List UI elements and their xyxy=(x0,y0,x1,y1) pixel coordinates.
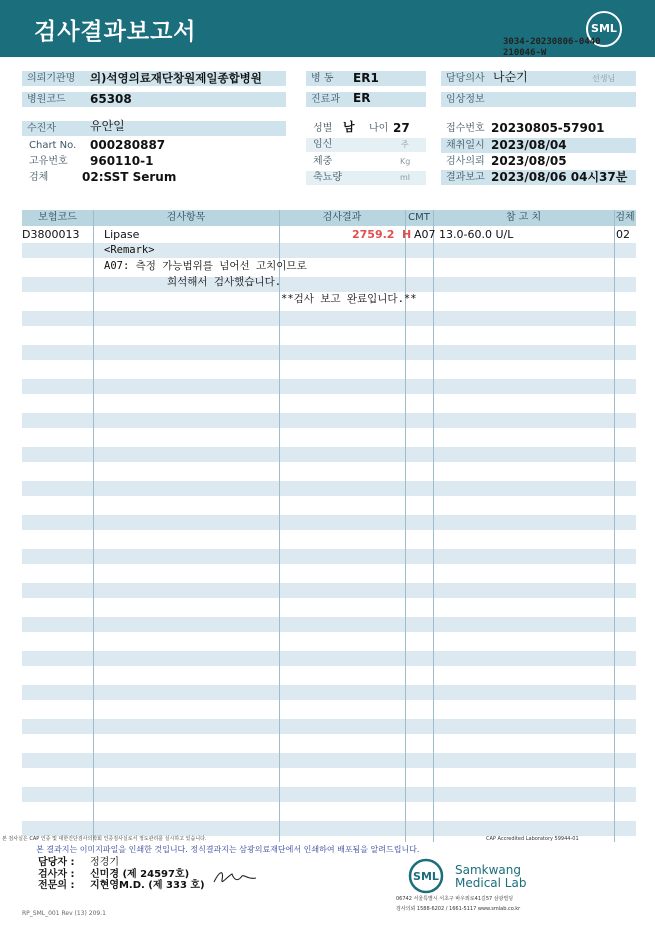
row-result-value: 2759.2 xyxy=(352,228,395,241)
report-complete-text: **검사 보고 완료입니다.** xyxy=(281,293,417,305)
col-header-result: 검사결과 xyxy=(322,212,362,223)
receipt-label: 접수번호 xyxy=(446,123,485,134)
sml-lab-logo-text: SML xyxy=(413,870,439,883)
doctor-value: 나순기 xyxy=(493,70,528,84)
cap-accreditation: CAP Accredited Laboratory 59944-01 xyxy=(486,836,579,842)
remark-title: <Remark> xyxy=(104,244,155,256)
lab-name-line2: Medical Lab xyxy=(455,876,527,890)
remark-line1: A07: 측정 가능범위를 넘어선 고치이므로 xyxy=(104,260,307,272)
weight-unit: Kg xyxy=(400,157,411,166)
specimen-label: 검체 xyxy=(29,172,49,183)
patient-label: 수진자 xyxy=(22,121,85,136)
sml-logo-icon: SML xyxy=(586,11,622,47)
row-cmt: A07 xyxy=(414,228,436,241)
col-header-reference: 참 고 치 xyxy=(505,212,542,223)
request-label: 검사의뢰 xyxy=(446,156,485,167)
document-number-line1: 3034-20230806-0440 xyxy=(503,37,601,47)
signature-icon xyxy=(212,866,260,888)
patient-name: 유안일 xyxy=(90,119,125,133)
table-row-stripe xyxy=(22,651,636,666)
lab-name xyxy=(455,864,526,890)
table-row-stripe xyxy=(22,685,636,700)
table-header xyxy=(22,210,636,226)
dept-label: 진료과 xyxy=(306,92,344,107)
row-test-item: Lipase xyxy=(104,228,140,241)
unique-id-label: 고유번호 xyxy=(29,156,68,167)
table-row-stripe xyxy=(22,549,636,564)
lab-contact: 검사의뢰 1588-6202 / 1661-5117 www.smlab.co.kr xyxy=(396,906,521,912)
specialist-value: 지현영M.D. (제 333 호) xyxy=(90,880,205,891)
table-row-stripe xyxy=(22,379,636,394)
weight-label: 체중 xyxy=(313,156,333,167)
age-label: 나이 xyxy=(369,123,389,134)
document-number-line2: 210046-W xyxy=(503,48,547,58)
column-divider xyxy=(614,210,615,842)
table-row-stripe xyxy=(22,345,636,360)
specimen-value: 02:SST Serum xyxy=(82,170,177,184)
ward-value: ER1 xyxy=(353,71,379,85)
table-row-stripe xyxy=(22,617,636,632)
urine-unit: ml xyxy=(400,173,411,182)
manager-label: 담당자 : xyxy=(38,857,75,868)
collect-value: 2023/08/04 xyxy=(491,138,567,152)
hospital-label: 의뢰기관명 xyxy=(22,71,85,86)
table-row-stripe xyxy=(22,481,636,496)
table-row-stripe xyxy=(22,753,636,768)
hospital-value: 의)석영의료재단창원제일종합병원 xyxy=(90,71,262,85)
report-value: 2023/08/06 04시37분 xyxy=(491,170,628,184)
col-header-code: 보험코드 xyxy=(38,212,77,223)
clinical-info-label: 임상정보 xyxy=(441,92,636,107)
doctor-suffix: 선생님 xyxy=(592,74,616,83)
pregnancy-unit: 주 xyxy=(401,140,409,149)
table-row-stripe xyxy=(22,719,636,734)
hospital-code-value: 65308 xyxy=(90,92,132,106)
doctor-label: 담당의사 xyxy=(441,71,489,86)
row-specimen: 02 xyxy=(616,228,630,241)
manager-value: 정경기 xyxy=(90,857,119,868)
table-row-stripe xyxy=(22,413,636,428)
revision-number: RP_SML_001 Rev (13) 209.1 xyxy=(22,910,106,917)
receipt-value: 20230805-57901 xyxy=(491,121,605,135)
table-row-stripe xyxy=(22,277,636,292)
chart-no-label: Chart No. xyxy=(29,140,77,151)
column-divider xyxy=(279,210,280,842)
col-header-cmt: CMT xyxy=(408,212,430,223)
urine-label: 축뇨량 xyxy=(313,172,342,183)
lab-name-line1: Samkwang xyxy=(455,863,521,877)
collect-label: 채취일시 xyxy=(446,140,485,151)
report-title: 검사결과보고서 xyxy=(34,19,197,45)
remark-line2: 희석해서 검사했습니다. xyxy=(167,276,282,288)
column-divider xyxy=(433,210,434,842)
age-value: 27 xyxy=(393,121,410,135)
col-header-item: 검사항목 xyxy=(166,212,206,223)
unique-id-value: 960110-1 xyxy=(90,154,154,168)
table-row-stripe xyxy=(22,821,636,836)
col-header-specimen: 검체 xyxy=(615,212,635,223)
tester-label: 검사자 : xyxy=(38,869,75,880)
column-divider xyxy=(93,210,94,842)
row-reference-range: 13.0-60.0 U/L xyxy=(439,228,514,241)
pregnancy-label: 임신 xyxy=(313,139,333,150)
table-row-stripe xyxy=(22,583,636,598)
document-number xyxy=(503,37,601,59)
sex-value: 남 xyxy=(343,120,355,134)
sml-lab-logo-icon xyxy=(408,858,444,894)
sex-label: 성별 xyxy=(313,123,333,134)
accreditation-note: 본 검사실은 CAP 인증 및 대한진단검사의학회 인증검사실로서 정도관리를 실시하고 있습니다. xyxy=(2,836,207,842)
table-row-stripe xyxy=(22,447,636,462)
table-row-stripe xyxy=(22,787,636,802)
report-label: 결과보고 xyxy=(446,172,485,183)
ward-label: 병 동 xyxy=(306,71,344,86)
chart-no-value: 000280887 xyxy=(90,138,166,152)
row-high-flag: H xyxy=(402,228,412,241)
row-insurance-code: D3800013 xyxy=(22,228,80,241)
table-row-stripe xyxy=(22,311,636,326)
tester-value: 신미경 (제 24597호) xyxy=(90,869,190,880)
lab-address: 06742 서울특별시 서초구 바우뫼로41길57 삼광빌딩 xyxy=(396,896,514,902)
results-table xyxy=(22,210,636,842)
hospital-code-label: 병원코드 xyxy=(22,92,85,107)
specialist-label: 전문의 : xyxy=(38,880,75,891)
dept-value: ER xyxy=(353,91,371,105)
table-row-stripe xyxy=(22,515,636,530)
print-notice: 본 결과지는 이미지파일을 인쇄한 것입니다. 정식결과지는 삼광의료재단에서 인쇄하여 배포됨을 알려드립니다. xyxy=(36,845,420,854)
request-value: 2023/08/05 xyxy=(491,154,567,168)
